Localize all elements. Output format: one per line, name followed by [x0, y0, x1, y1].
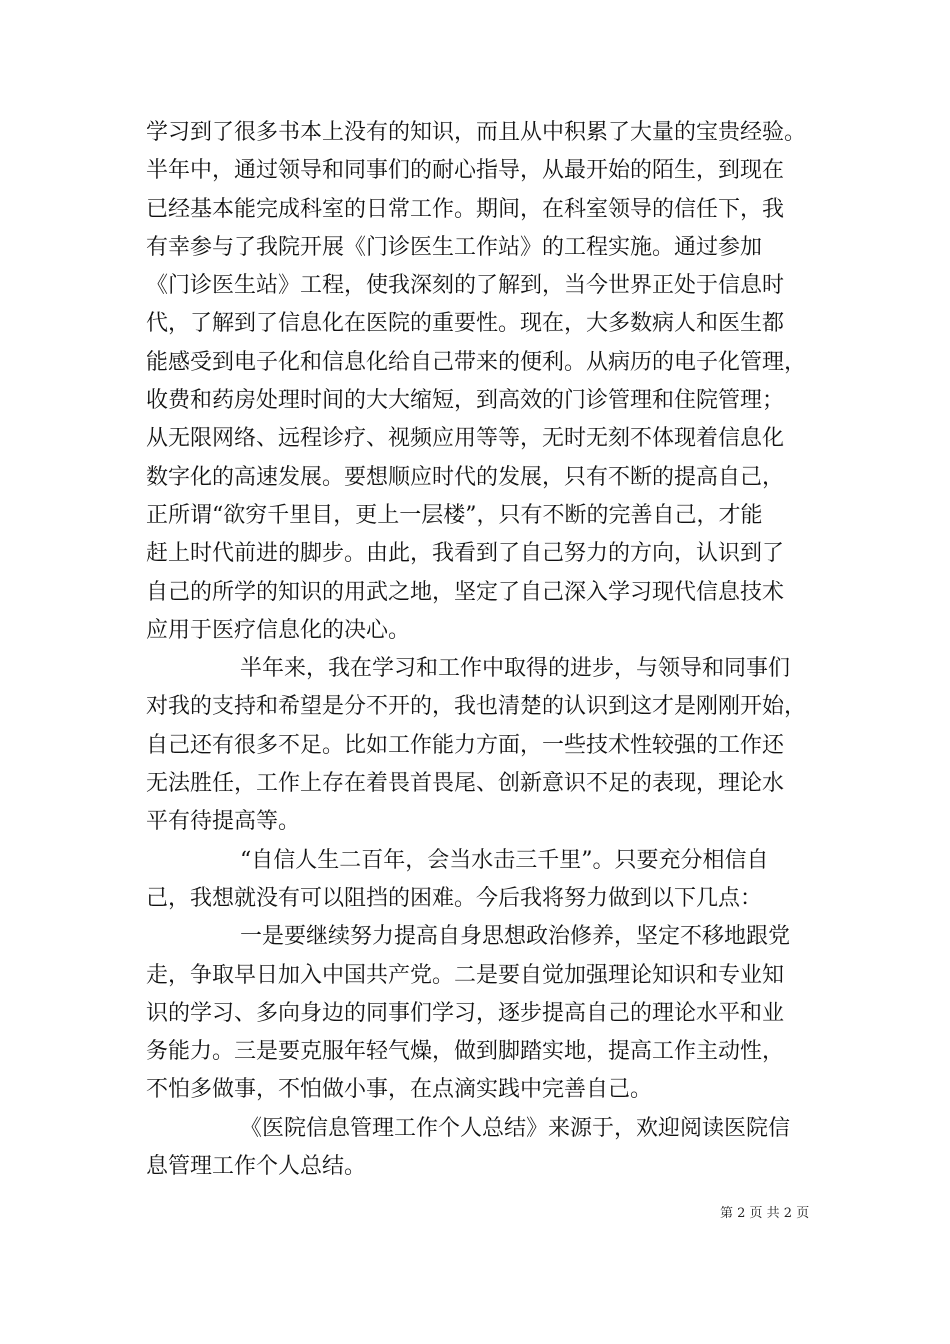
text-line: 应用于医疗信息化的决心。 — [146, 617, 411, 643]
text-line: 从无限网络、远程诊疗、视频应用等等，无时无刻不体现着信息化 — [146, 426, 785, 452]
text-line: 已经基本能完成科室的日常工作。期间，在科室领导的信任下，我 — [146, 196, 785, 222]
text-line: 半年中，通过领导和同事们的耐心指导，从最开始的陌生，到现在 — [146, 158, 785, 184]
text-line: 无法胜任，工作上存在着畏首畏尾、创新意识不足的表现，理论水 — [146, 771, 785, 797]
body-text — [146, 114, 826, 1186]
text-line: 务能力。三是要克服年轻气燥，做到脚踏实地，提高工作主动性， — [146, 1039, 785, 1065]
text-line: 自己还有很多不足。比如工作能力方面，一些技术性较强的工作还 — [146, 732, 785, 758]
text-line: 息管理工作个人总结。 — [146, 1154, 367, 1180]
text-line: 正所谓“欲穷千里目，更上一层楼”，只有不断的完善自己，才能 — [146, 502, 763, 528]
text-line: 赶上时代前进的脚步。由此，我看到了自己努力的方向，认识到了 — [146, 541, 785, 567]
text-line: 代，了解到了信息化在医院的重要性。现在，大多数病人和医生都 — [146, 311, 785, 337]
paragraph-start-line: 半年来，我在学习和工作中取得的进步，与领导和同事们 — [240, 656, 791, 682]
paragraph-start-line: 一是要继续努力提高自身思想政治修养，坚定不移地跟党 — [240, 924, 791, 950]
text-line: 己，我想就没有可以阻挡的困难。今后我将努力做到以下几点： — [146, 885, 763, 911]
text-line: 收费和药房处理时间的大大缩短，到高效的门诊管理和住院管理； — [146, 388, 785, 414]
text-line: 《门诊医生站》工程，使我深刻的了解到，当今世界正处于信息时 — [146, 273, 785, 299]
text-line: 对我的支持和希望是分不开的，我也清楚的认识到这才是刚刚开始， — [146, 694, 807, 720]
paragraph-start-line: 《医院信息管理工作个人总结》来源于，欢迎阅读医院信 — [240, 1115, 791, 1141]
text-line: 能感受到电子化和信息化给自己带来的便利。从病历的电子化管理， — [146, 349, 807, 375]
text-line: 学习到了很多书本上没有的知识，而且从中积累了大量的宝贵经验。 — [146, 120, 807, 145]
paragraph-start-line: “自信人生二百年，会当水击三千里”。只要充分相信自 — [240, 847, 769, 873]
text-line: 识的学习、多向身边的同事们学习，逐步提高自己的理论水平和业 — [146, 1000, 785, 1026]
text-line: 平有待提高等。 — [146, 809, 301, 835]
text-line: 自己的所学的知识的用武之地，坚定了自己深入学习现代信息技术 — [146, 579, 785, 605]
page-number: 第 2 页 共 2 页 — [720, 1206, 810, 1221]
text-line: 数字化的高速发展。要想顺应时代的发展，只有不断的提高自己， — [146, 464, 785, 490]
text-line: 不怕多做事，不怕做小事，在点滴实践中完善自己。 — [146, 1077, 653, 1103]
text-line: 走，争取早日加入中国共产党。二是要自觉加强理论知识和专业知 — [146, 962, 785, 988]
text-line: 有幸参与了我院开展《门诊医生工作站》的工程实施。通过参加 — [146, 234, 763, 260]
